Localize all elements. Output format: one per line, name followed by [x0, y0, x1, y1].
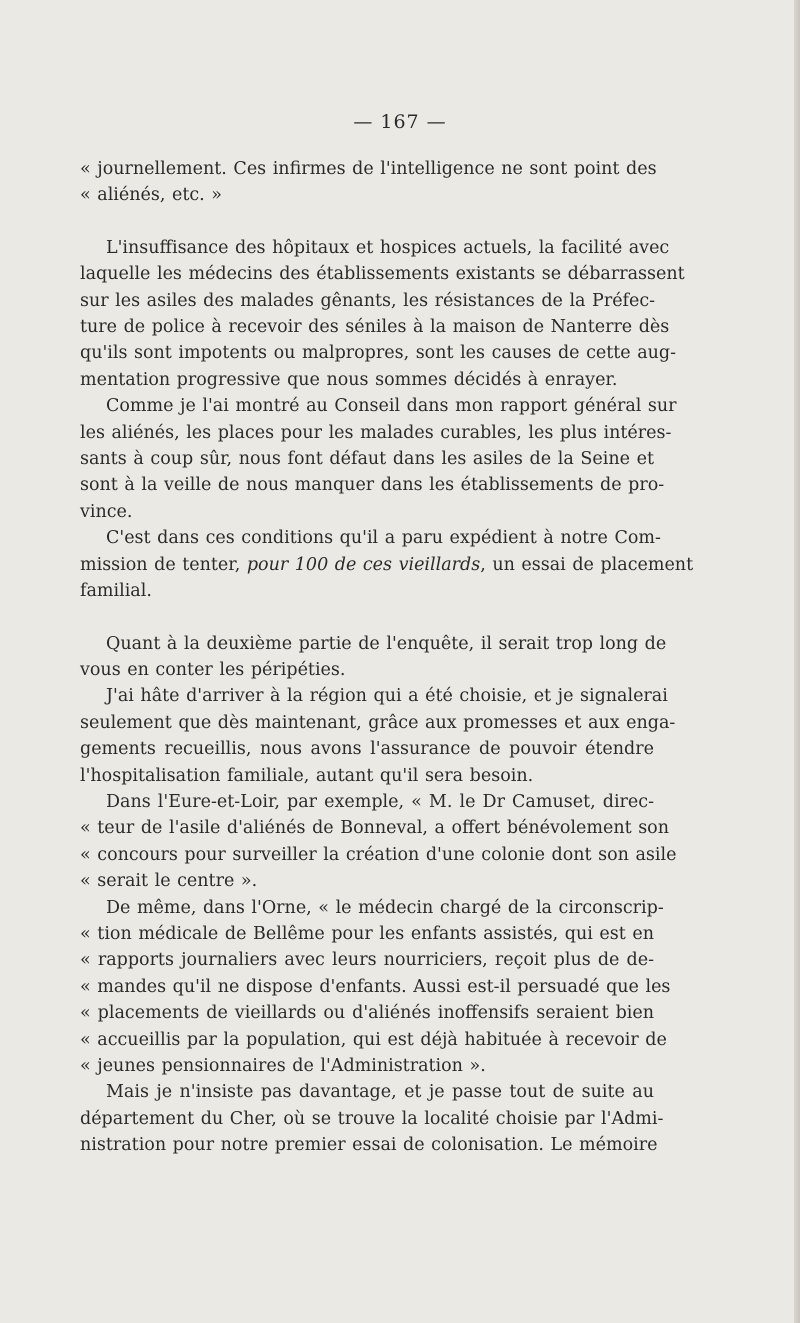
text-line: « tion médicale de Bellême pour les enfants assistés, qui est en [80, 923, 654, 944]
text-line: « journellement. Ces infirmes de l'intelligence ne sont point des [80, 159, 657, 179]
text-line: gements recueillis, nous avons l'assurance de pouvoir étendre [80, 739, 654, 760]
text-line: sants à coup sûr, nous font défaut dans les asiles de la Seine et [80, 449, 654, 470]
text-line: Mais je n'insiste pas davantage, et je passe tout de suite au [106, 1082, 654, 1103]
text-line: mentation progressive que nous sommes décidés à enrayer. [80, 369, 618, 390]
text-line: ture de police à recevoir des séniles à la maison de Nanterre dès [80, 317, 670, 338]
text-line: vince. [80, 501, 133, 522]
paragraph-8 [80, 895, 671, 1080]
text-line: « placements de vieillards ou d'aliénés inoffensifs seraient bien [80, 1003, 654, 1024]
italic-phrase: pour 100 de ces vieillards [246, 554, 481, 575]
text-line: nistration pour notre premier essai de colonisation. Le mémoire [80, 1135, 658, 1156]
text-line: seulement que dès maintenant, grâce aux promesses et aux enga- [80, 712, 676, 733]
text-line: familial. [80, 581, 152, 602]
text-run: , un essai de placement [480, 554, 694, 575]
text-line: Dans l'Eure-et-Loir, par exemple, « M. le Dr Camuset, direc- [106, 791, 654, 812]
paragraph-1 [80, 156, 657, 209]
text-line: « teur de l'asile d'aliénés de Bonneval, a offert bénévolement son [80, 818, 669, 839]
text-run: mission de tenter, [80, 554, 247, 575]
text-line: « accueillis par la population, qui est déjà habituée à recevoir de [80, 1029, 667, 1050]
text-line: laquelle les médecins des établissements existants se débarrassent [80, 264, 685, 285]
text-line: « rapports journaliers avec leurs nourriciers, reçoit plus de de- [80, 950, 654, 971]
paragraph-3 [80, 393, 677, 525]
body-text [80, 156, 694, 1159]
paragraph-5 [80, 631, 667, 684]
text-line: l'hospitalisation familiale, autant qu'il sera besoin. [80, 765, 534, 786]
text-line: Comme je l'ai montré au Conseil dans mon rapport général sur [106, 396, 677, 417]
text-line: « serait le centre ». [80, 871, 258, 892]
paragraph-9 [80, 1079, 664, 1158]
text-line: sur les asiles des malades gênants, les résistances de la Préfec- [80, 290, 656, 311]
text-line: les aliénés, les places pour les malades curables, les plus intéres- [80, 422, 672, 443]
paragraph-4 [80, 525, 694, 604]
text-line: département du Cher, où se trouve la localité choisie par l'Admi- [80, 1108, 664, 1129]
text-line [80, 552, 694, 578]
text-line: vous en conter les péripéties. [80, 659, 346, 680]
text-line: C'est dans ces conditions qu'il a paru expédient à notre Com- [106, 528, 661, 549]
paragraph-7 [80, 789, 677, 895]
text-line: Quant à la deuxième partie de l'enquête, il serait trop long de [106, 633, 667, 654]
text-line: « concours pour surveiller la création d'une colonie dont son asile [80, 844, 677, 865]
text-line: De même, dans l'Orne, « le médecin chargé de la circonscrip- [106, 897, 664, 918]
page-number: — 167 — [353, 111, 447, 133]
text-line: L'insuffisance des hôpitaux et hospices actuels, la facilité avec [106, 237, 670, 258]
paragraph-6 [80, 683, 676, 789]
paragraph-2 [80, 235, 685, 393]
text-line: « jeunes pensionnaires de l'Administration ». [80, 1056, 486, 1076]
text-line: qu'ils sont impotents ou malpropres, sont les causes de cette aug- [80, 343, 677, 364]
page-edge [794, 0, 800, 1323]
text-line: « aliénés, etc. » [80, 185, 223, 206]
text-line: J'ai hâte d'arriver à la région qui a été choisie, et je signalerai [106, 686, 668, 707]
text-line: sont à la veille de nous manquer dans les établissements de pro- [80, 475, 665, 496]
text-line: « mandes qu'il ne dispose d'enfants. Aussi est-il persuadé que les [80, 976, 671, 997]
